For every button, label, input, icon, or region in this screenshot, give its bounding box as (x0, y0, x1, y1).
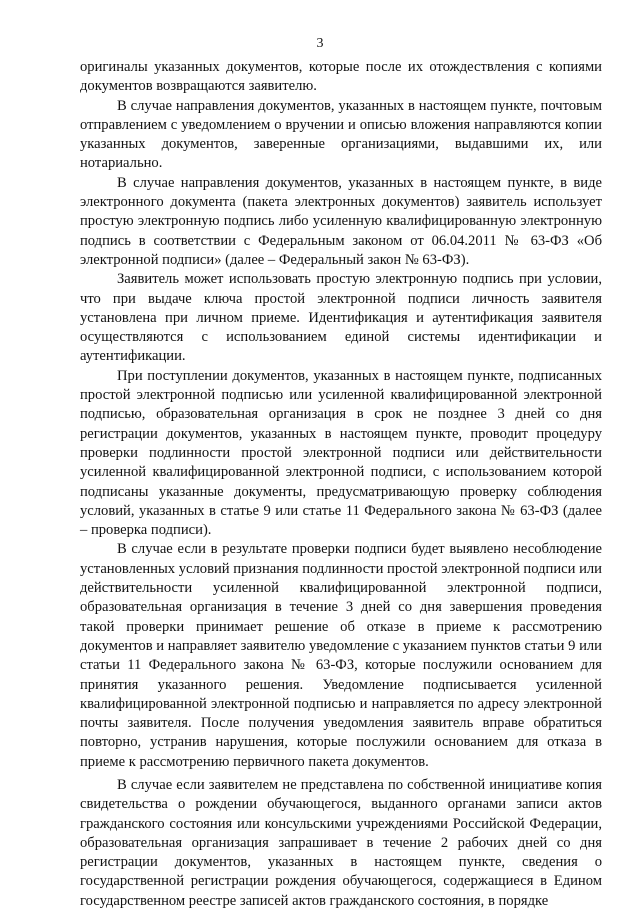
paragraph-continuation: оригиналы указанных документов, которые после их отождествления с копиями документов возвращаются заявителю. (80, 59, 602, 95)
paragraph-signature-verification: При поступлении документов, указанных в настоящем пункте, подписанных простой электронной подписью или усиленной квалифицированной электронной подписью, образовательная организация в срок не позднее 3 дней со дня регистрации документов, указанных в настоящем пункте, проводит процедуру проверки подлинности простой электронной подписи или действительности усиленной квалифицированной электронной подписи, с использованием которой подписаны указанные документы, предусматривающую проверку соблюдения условий, указанных в статье 9 или статье 11 Федерального закона № 63-ФЗ (далее – проверка подписи). (80, 367, 602, 539)
paragraph-postal-submission: В случае направления документов, указанных в настоящем пункте, почтовым отправлением с уведомлением о вручении и описью вложения направляются копии указанных документов, заверенные организациями, выдавшими их, или нотариально. (80, 97, 602, 172)
paragraph-simple-signature: Заявитель может использовать простую электронную подпись при условии, что при выдаче ключа простой электронной подписи личность заявителя установлена при личном приеме. Идентификация и аутентификация заявителя осуществляются с использованием единой системы идентификации и аутентификации. (80, 271, 602, 365)
document-body (80, 58, 602, 911)
paragraph-verification-failure: В случае если в результате проверки подписи будет выявлено несоблюдение установленных условий признания подлинности простой электронной подписи или действительности усиленной квалифицированной электронной подписи, образовательная организация в течение 3 дней со дня завершения проведения такой проверки принимает решение об отказе в приеме к рассмотрению документов и направляет заявителю уведомление с указанием пунктов статьи 9 или статьи 11 Федерального закона № 63-ФЗ, которые послужили основанием для принятия указанного решения. Уведомление подписывается усиленной квалифицированной электронной подписью и направляется по адресу электронной почты заявителя. После получения уведомления заявитель вправе обратиться повторно, устранив нарушения, которые послужили основанием для отказа в приеме к рассмотрению первичного пакета документов. (80, 541, 602, 770)
page-number: 3 (316, 36, 324, 51)
paragraph-birth-certificate: В случае если заявителем не представлена по собственной инициативе копия свидетельства о рождении обучающегося, выданного органами записи актов гражданского состояния или консульскими учреждениями Российской Федерации, образовательная организация запрашивает в течение 2 рабочих дней со дня регистрации документов, указанных в настоящем пункте, сведения о государственной регистрации рождения обучающегося, содержащиеся в Едином государственном реестре записей актов гражданского состояния, в порядке (80, 776, 602, 909)
paragraph-electronic-submission: В случае направления документов, указанных в настоящем пункте, в виде электронного документа (пакета электронных документов) заявитель использует простую электронную подпись либо усиленную квалифицированную электронную подпись в соответствии с Федеральным законом от 06.04.2011 № 63-ФЗ «Об электронной подписи» (далее – Федеральный закон № 63-ФЗ). (80, 174, 602, 268)
